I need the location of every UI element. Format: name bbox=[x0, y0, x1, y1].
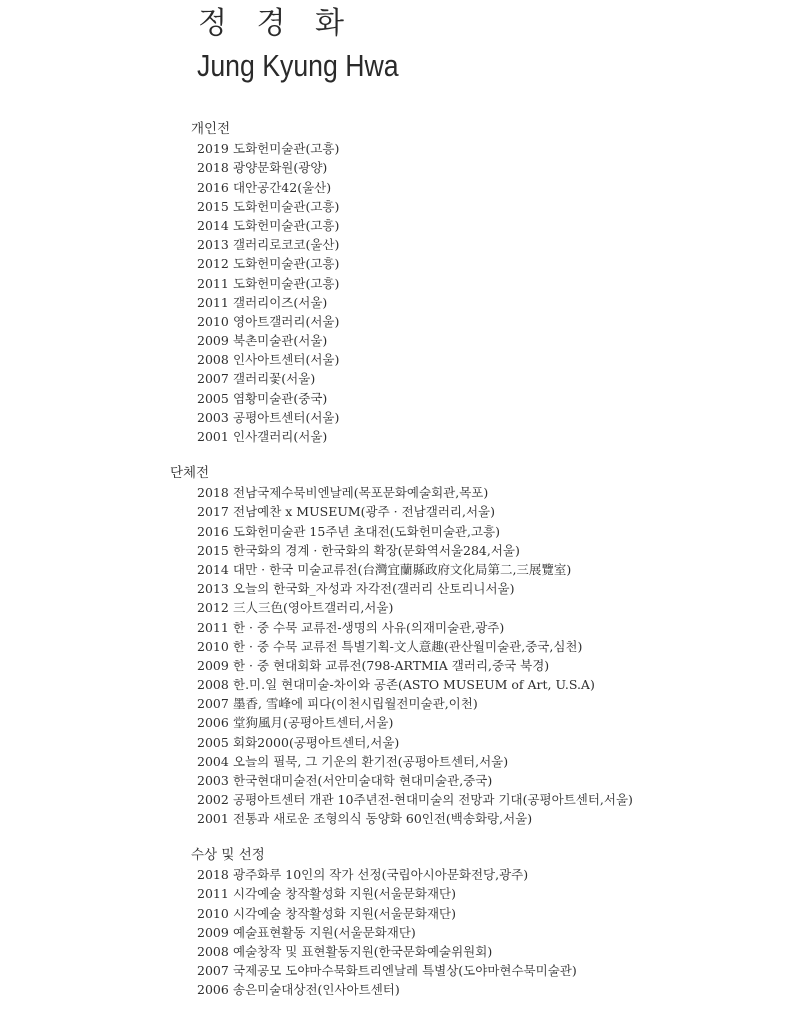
entry-text: 오늘의 필묵, 그 기운의 환기전(공평아트센터,서울) bbox=[233, 753, 509, 769]
list-item bbox=[170, 865, 577, 884]
entry-year: 2017 bbox=[197, 504, 229, 520]
entry-year: 2012 bbox=[197, 600, 229, 616]
list-item bbox=[170, 884, 577, 903]
entry-text: 한.미.일 현대미술-차이와 공존(ASTO MUSEUM of Art, U.S.A) bbox=[233, 677, 595, 693]
entry-text: 갤러리이즈(서울) bbox=[233, 294, 328, 310]
entry-year: 2013 bbox=[197, 237, 229, 253]
entry-text: 대만 · 한국 미술교류전(台灣宜蘭縣政府文化局第二,三展覽室) bbox=[233, 561, 572, 577]
list-item bbox=[170, 389, 339, 408]
entry-text: 도화헌미술관(고흥) bbox=[233, 141, 340, 157]
entry-year: 2003 bbox=[197, 409, 229, 425]
entry-year: 2004 bbox=[197, 753, 229, 769]
list-item bbox=[170, 235, 339, 254]
entry-text: 전남예찬 x MUSEUM(광주 · 전남갤러리,서울) bbox=[233, 504, 495, 520]
list-item bbox=[170, 733, 633, 752]
entry-year: 2001 bbox=[197, 811, 229, 827]
entry-text: 시각예술 창작활성화 지원(서울문화재단) bbox=[233, 905, 456, 921]
list-item bbox=[170, 961, 577, 980]
entry-text: 한 · 중 현대회화 교류전(798-ARTMIA 갤러리,중국 북경) bbox=[233, 657, 550, 673]
list-item bbox=[170, 331, 339, 350]
entry-text: 대안공간42(울산) bbox=[233, 179, 332, 195]
awards-title: 수상 및 선정 bbox=[191, 847, 265, 863]
entry-text: 墨香, 雪峰에 피다(이천시립월전미술관,이천) bbox=[233, 696, 478, 712]
list-item bbox=[170, 942, 577, 961]
entry-year: 2008 bbox=[197, 677, 229, 693]
entry-text: 갤러리로코코(울산) bbox=[233, 237, 340, 253]
entry-text: 오늘의 한국화_자성과 자각전(갤러리 산토리니서울) bbox=[233, 581, 515, 597]
list-item bbox=[170, 694, 633, 713]
entry-text: 한 · 중 수묵 교류전-생명의 사유(의재미술관,광주) bbox=[233, 619, 505, 635]
entry-text: 회화2000(공평아트센터,서울) bbox=[233, 734, 400, 750]
entry-text: 송은미술대상전(인사아트센터) bbox=[233, 982, 400, 998]
list-item bbox=[170, 923, 577, 942]
list-item bbox=[170, 158, 339, 177]
list-item bbox=[170, 350, 339, 369]
list-item bbox=[170, 254, 339, 273]
solo-exhibitions-title: 개인전 bbox=[191, 121, 231, 137]
solo-exhibitions-list bbox=[170, 139, 339, 446]
list-item bbox=[170, 752, 633, 771]
entry-text: 공평아트센터 개관 10주년전-현대미술의 전망과 기대(공평아트센터,서울) bbox=[233, 792, 633, 808]
entry-year: 2007 bbox=[197, 963, 229, 979]
list-item bbox=[170, 713, 633, 732]
list-item bbox=[170, 618, 633, 637]
entry-year: 2014 bbox=[197, 217, 229, 233]
entry-text: 광양문화원(광양) bbox=[233, 160, 328, 176]
entry-text: 영아트갤러리(서울) bbox=[233, 313, 340, 329]
entry-year: 2005 bbox=[197, 734, 229, 750]
list-item bbox=[170, 483, 633, 502]
entry-year: 2012 bbox=[197, 256, 229, 272]
list-item bbox=[170, 980, 577, 999]
list-item bbox=[170, 216, 339, 235]
entry-year: 2007 bbox=[197, 696, 229, 712]
list-item bbox=[170, 656, 633, 675]
entry-year: 2011 bbox=[197, 294, 229, 310]
list-item bbox=[170, 427, 339, 446]
list-item bbox=[170, 408, 339, 427]
list-item bbox=[170, 579, 633, 598]
list-item bbox=[170, 274, 339, 293]
entry-year: 2009 bbox=[197, 657, 229, 673]
entry-text: 북촌미술관(서울) bbox=[233, 333, 328, 349]
entry-text: 도화헌미술관(고흥) bbox=[233, 275, 340, 291]
entry-year: 2011 bbox=[197, 886, 229, 902]
entry-text: 한국화의 경계 · 한국화의 확장(문화역서울284,서울) bbox=[233, 542, 520, 558]
list-item bbox=[170, 771, 633, 790]
awards-section bbox=[170, 846, 577, 1000]
entry-year: 2011 bbox=[197, 619, 229, 635]
list-item bbox=[170, 560, 633, 579]
entry-text: 三人三色(영아트갤러리,서울) bbox=[233, 600, 394, 616]
entry-text: 堂狗風月(공평아트센터,서울) bbox=[233, 715, 394, 731]
entry-year: 2019 bbox=[197, 141, 229, 157]
list-item bbox=[170, 293, 339, 312]
list-item bbox=[170, 197, 339, 216]
entry-text: 예술창작 및 표현활동지원(한국문화예술위원회) bbox=[233, 943, 493, 959]
entry-year: 2005 bbox=[197, 390, 229, 406]
list-item bbox=[170, 598, 633, 617]
entry-text: 한 · 중 수묵 교류전 특별기획-文人意趣(관산월미술관,중국,심천) bbox=[233, 638, 583, 654]
list-item bbox=[170, 369, 339, 388]
entry-year: 2015 bbox=[197, 542, 229, 558]
entry-text: 국제공모 도야마수묵화트리엔날레 특별상(도야마현수묵미술관) bbox=[233, 963, 577, 979]
entry-year: 2016 bbox=[197, 179, 229, 195]
entry-year: 2018 bbox=[197, 867, 229, 883]
entry-year: 2007 bbox=[197, 371, 229, 387]
entry-year: 2010 bbox=[197, 638, 229, 654]
artist-name-english: Jung Kyung Hwa bbox=[197, 48, 399, 83]
list-item bbox=[170, 809, 633, 828]
entry-year: 2008 bbox=[197, 352, 229, 368]
entry-text: 예술표현활동 지원(서울문화재단) bbox=[233, 924, 416, 940]
list-item bbox=[170, 178, 339, 197]
entry-year: 2003 bbox=[197, 773, 229, 788]
list-item bbox=[170, 541, 633, 560]
solo-exhibitions-section bbox=[170, 120, 339, 446]
list-item bbox=[170, 790, 633, 809]
entry-year: 2010 bbox=[197, 905, 229, 921]
artist-name-korean: 정 경 화 bbox=[198, 6, 355, 41]
entry-text: 도화헌미술관(고흥) bbox=[233, 217, 340, 233]
list-item bbox=[170, 675, 633, 694]
entry-text: 광주화루 10인의 작가 선정(국립아시아문화전당,광주) bbox=[233, 867, 529, 883]
entry-year: 2018 bbox=[197, 485, 229, 501]
list-item bbox=[170, 637, 633, 656]
group-exhibitions-list bbox=[170, 483, 633, 828]
list-item bbox=[170, 904, 577, 923]
list-item bbox=[170, 502, 633, 521]
entry-year: 2013 bbox=[197, 581, 229, 597]
group-exhibitions-title: 단체전 bbox=[170, 465, 210, 481]
entry-year: 2014 bbox=[197, 561, 229, 577]
entry-text: 공평아트센터(서울) bbox=[233, 409, 340, 425]
entry-year: 2015 bbox=[197, 198, 229, 214]
entry-year: 2011 bbox=[197, 275, 229, 291]
entry-text: 갤러리꽃(서울) bbox=[233, 371, 316, 387]
entry-text: 도화헌미술관 15주년 초대전(도화헌미술관,고흥) bbox=[233, 523, 501, 539]
entry-year: 2001 bbox=[197, 429, 229, 444]
entry-year: 2009 bbox=[197, 924, 229, 940]
list-item bbox=[170, 312, 339, 331]
entry-text: 염황미술관(중국) bbox=[233, 390, 328, 406]
entry-year: 2006 bbox=[197, 982, 229, 998]
entry-text: 시각예술 창작활성화 지원(서울문화재단) bbox=[233, 886, 456, 902]
entry-year: 2016 bbox=[197, 523, 229, 539]
entry-text: 인사아트센터(서울) bbox=[233, 352, 340, 368]
entry-text: 전남국제수묵비엔날레(목포문화예술회관,목포) bbox=[233, 485, 489, 501]
entry-year: 2010 bbox=[197, 313, 229, 329]
entry-year: 2018 bbox=[197, 160, 229, 176]
entry-text: 한국현대미술전(서안미술대학 현대미술관,중국) bbox=[233, 773, 493, 788]
list-item bbox=[170, 522, 633, 541]
entry-text: 도화헌미술관(고흥) bbox=[233, 256, 340, 272]
list-item bbox=[170, 139, 339, 158]
group-exhibitions-section bbox=[170, 464, 633, 829]
entry-year: 2008 bbox=[197, 943, 229, 959]
entry-text: 인사갤러리(서울) bbox=[233, 429, 328, 444]
entry-year: 2002 bbox=[197, 792, 229, 808]
entry-year: 2009 bbox=[197, 333, 229, 349]
entry-text: 전통과 새로운 조형의식 동양화 60인전(백송화랑,서울) bbox=[233, 811, 533, 827]
awards-list bbox=[170, 865, 577, 999]
entry-year: 2006 bbox=[197, 715, 229, 731]
entry-text: 도화헌미술관(고흥) bbox=[233, 198, 340, 214]
